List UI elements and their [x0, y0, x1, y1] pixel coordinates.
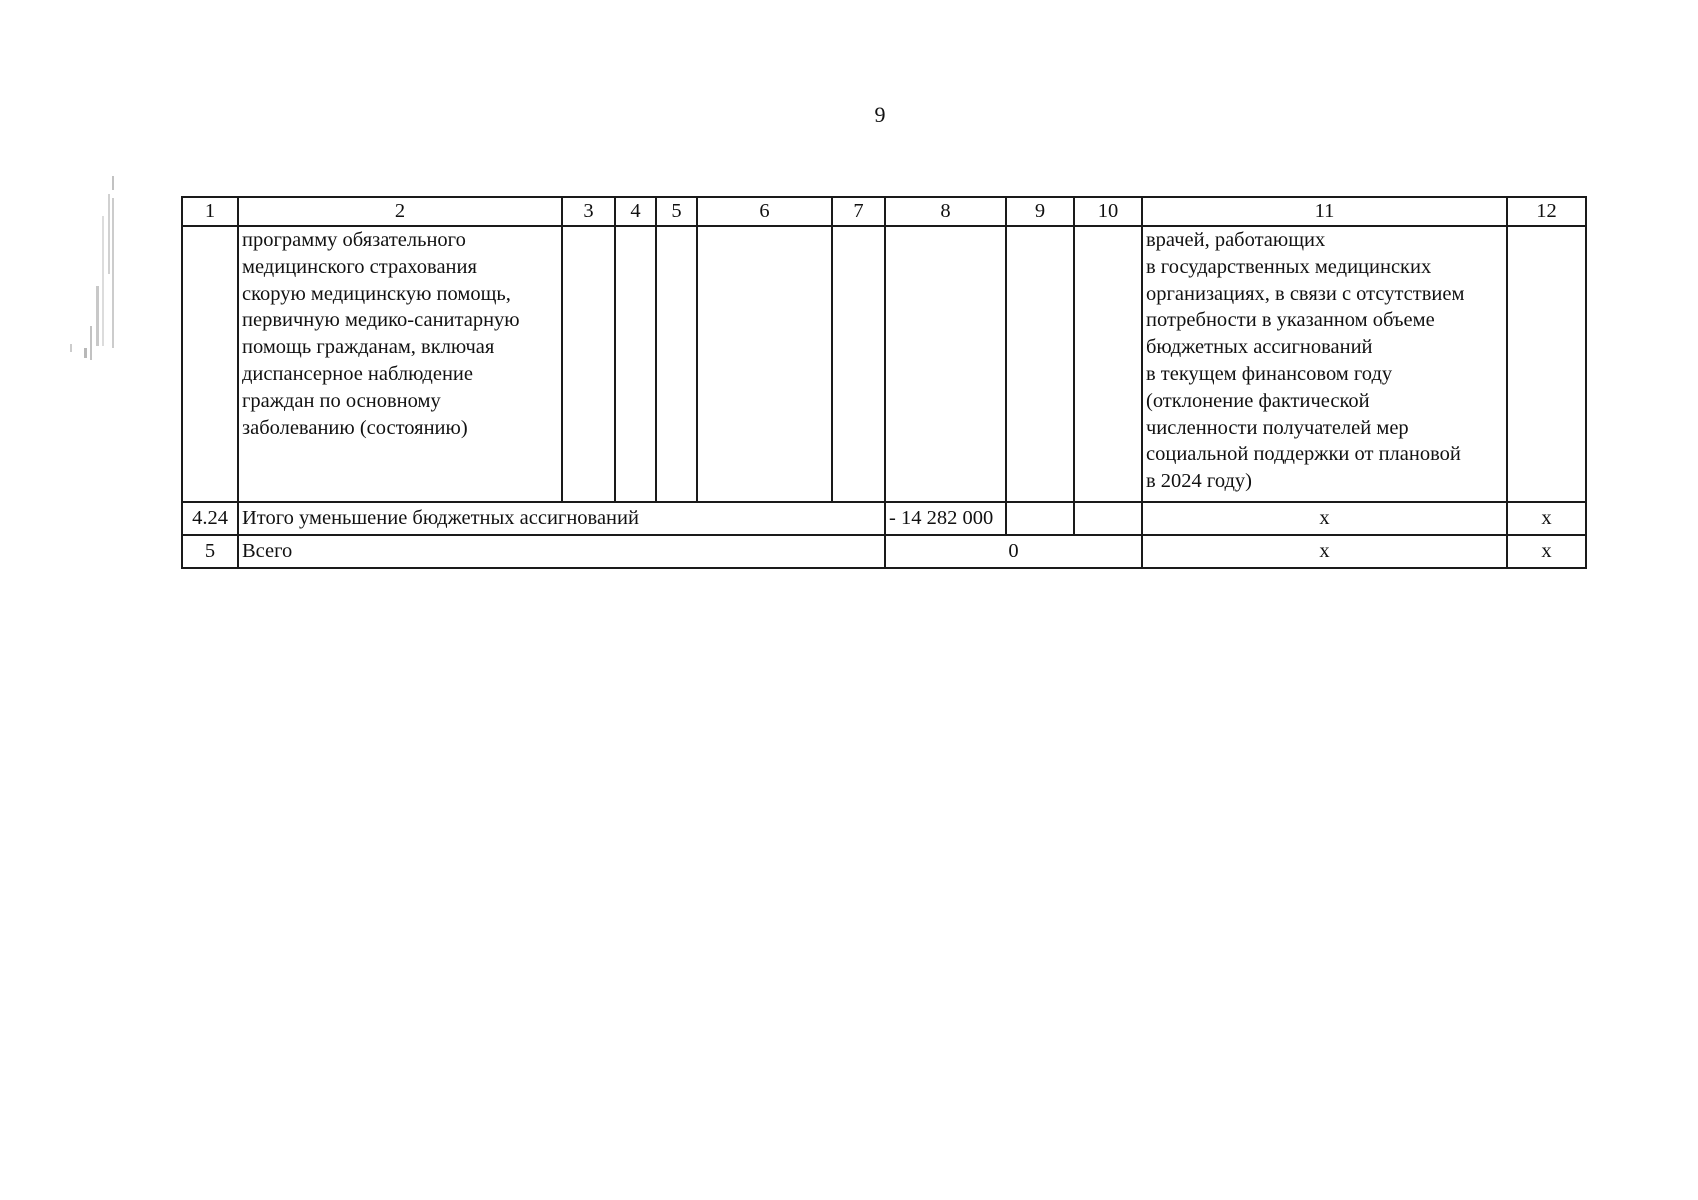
header-cell-12: 12 — [1507, 197, 1586, 226]
header-cell-2: 2 — [238, 197, 562, 226]
table-header-row — [182, 197, 1586, 226]
cell-empty — [1006, 226, 1074, 502]
header-cell-5: 5 — [656, 197, 697, 226]
cell-empty — [1507, 226, 1586, 502]
table-row-total-decrease — [182, 502, 1586, 535]
page-number: 9 — [874, 102, 886, 127]
header-cell-10: 10 — [1074, 197, 1142, 226]
row-amount: 0 — [885, 535, 1142, 568]
row-col11-mark: x — [1142, 535, 1507, 568]
header-cell-3: 3 — [562, 197, 615, 226]
cell-empty — [182, 226, 238, 502]
cell-empty — [697, 226, 832, 502]
header-cell-8: 8 — [885, 197, 1006, 226]
cell-empty — [1074, 502, 1142, 535]
row-label: Всего — [238, 535, 885, 568]
table-row-continuation — [182, 226, 1586, 502]
row-number: 5 — [182, 535, 238, 568]
row-amount: - 14 282 000 — [885, 502, 1006, 535]
header-cell-9: 9 — [1006, 197, 1074, 226]
header-cell-11: 11 — [1142, 197, 1507, 226]
row-number: 4.24 — [182, 502, 238, 535]
cell-empty — [1074, 226, 1142, 502]
row-col12-mark: x — [1507, 502, 1586, 535]
cell-description — [238, 226, 562, 502]
header-cell-6: 6 — [697, 197, 832, 226]
row-label: Итого уменьшение бюджетных ассигнований — [238, 502, 885, 535]
budget-table — [181, 196, 1587, 569]
side-stamp-mark — [66, 176, 120, 390]
description-text: программу обязательного медицинского страхования скорую медицинскую помощь, первичную медико-санитарную помощь гражданам, включая диспансерное наблюдение граждан по основному заболеванию (состоянию) — [242, 229, 520, 439]
row-col12-mark: x — [1507, 535, 1586, 568]
cell-empty — [656, 226, 697, 502]
cell-empty — [885, 226, 1006, 502]
justification-text: врачей, работающих в государственных медицинских организациях, в связи с отсутствием потребности в указанном объеме бюджетных ассигнований в текущем финансовом году (отклонение фактической численности получателей мер социальной поддержки от плановой в 2024 году) — [1146, 229, 1465, 493]
cell-empty — [615, 226, 656, 502]
cell-justification — [1142, 226, 1507, 502]
cell-empty — [562, 226, 615, 502]
header-cell-7: 7 — [832, 197, 885, 226]
row-col11-mark: x — [1142, 502, 1507, 535]
cell-empty — [832, 226, 885, 502]
header-cell-4: 4 — [615, 197, 656, 226]
header-cell-1: 1 — [182, 197, 238, 226]
table-row-grand-total — [182, 535, 1586, 568]
cell-empty — [1006, 502, 1074, 535]
